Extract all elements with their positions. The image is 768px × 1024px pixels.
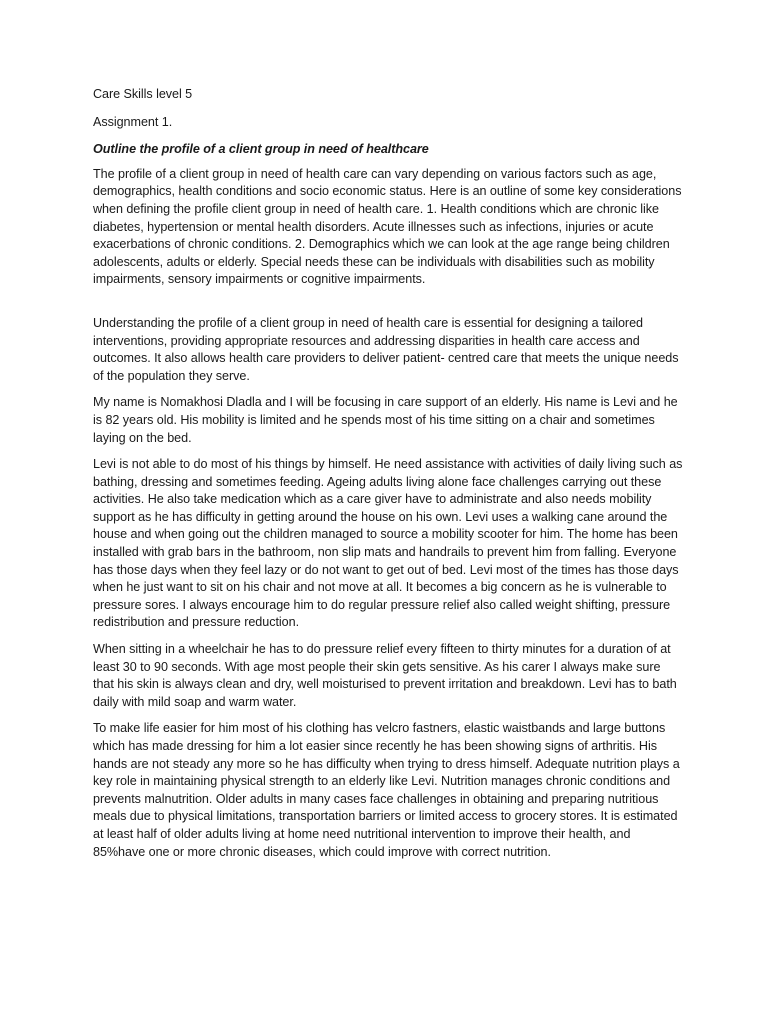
course-title: Care Skills level 5 <box>93 87 193 101</box>
paragraph-pressure-relief: When sitting in a wheelchair he has to do pressure relief every fifteen to thirty minutes for a duration of at least 30 to 90 seconds. With age most people their skin gets sensitive. As his carer I always make sure that his skin is always clean and dry, well moisturised to prevent irritation and breakdown. Levi has to bath daily with mild soap and warm water. <box>93 642 677 709</box>
assignment-label: Assignment 1. <box>93 114 173 129</box>
document-page <box>93 86 683 870</box>
paragraph-introduction: My name is Nomakhosi Dladla and I will be focusing in care support of an elderly. His name is Levi and he is 82 years old. His mobility is limited and he spends most of his time sitting on a chair and sometimes laying on the bed. <box>93 395 678 445</box>
paragraph-clothing-nutrition: To make life easier for him most of his clothing has velcro fastners, elastic waistbands and large buttons which has made dressing for him a lot easier since recently he has been showing signs of arthritis. His hands are not steady any more so he has difficulty when trying to dress himself. Adequate nutrition plays a key role in maintaining physical strength to an elderly like Levi. Nutrition manages chronic conditions and prevents malnutrition. Older adults in many cases face challenges in obtaining and preparing nutritious meals due to physical limitations, transportation barriers or limited access to grocery stores. It is estimated at least half of older adults living at home need nutritional intervention to improve their health, and 85%have one or more chronic diseases, which could improve with correct nutrition. <box>93 721 680 859</box>
paragraph-daily-living: Levi is not able to do most of his things by himself. He need assistance with activities of daily living such as bathing, dressing and sometimes feeding. Ageing adults living alone face challenges carrying out these activities. He also take medication which as a care giver have to administrate and also needs mobility support as he has difficulty in getting around the house on his own. Levi uses a walking cane around the house and when going out the children managed to source a mobility scooter for him. The home has been installed with grab bars in the bathroom, non slip mats and handrails to prevent him from falling. Everyone has those days when they feel lazy or do not want to get out of bed. Levi most of the times has those days when he just want to sit on his chair and not move at all. It becomes a big concern as he is vulnerable to pressure sores. I always encourage him to do regular pressure relief also called weight shifting, pressure redistribution and pressure reduction. <box>93 457 683 630</box>
paragraph-understanding-profile: Understanding the profile of a client group in need of health care is essential for designing a tailored interventions, providing appropriate resources and addressing disparities in health care access and outcomes. It also allows health care providers to deliver patient- centred care that meets the unique needs of the population they serve. <box>93 315 679 383</box>
paragraph-client-profile: The profile of a client group in need of health care can vary depending on various factors such as age, demographics, health conditions and socio economic status. Here is an outline of some key considerations when defining the profile client group in need of health care. 1. Health conditions which are chronic like diabetes, hypertension or mental health disorders. Acute illnesses such as infections, injuries or acute exacerbations of chronic conditions. 2. Demographics which we can look at the age range being children adolescents, adults or elderly. Special needs these can be individuals with disabilities such as mobility impairments, sensory impairments or cognitive impairments. <box>93 166 682 287</box>
question-heading: Outline the profile of a client group in need of healthcare <box>93 142 429 157</box>
